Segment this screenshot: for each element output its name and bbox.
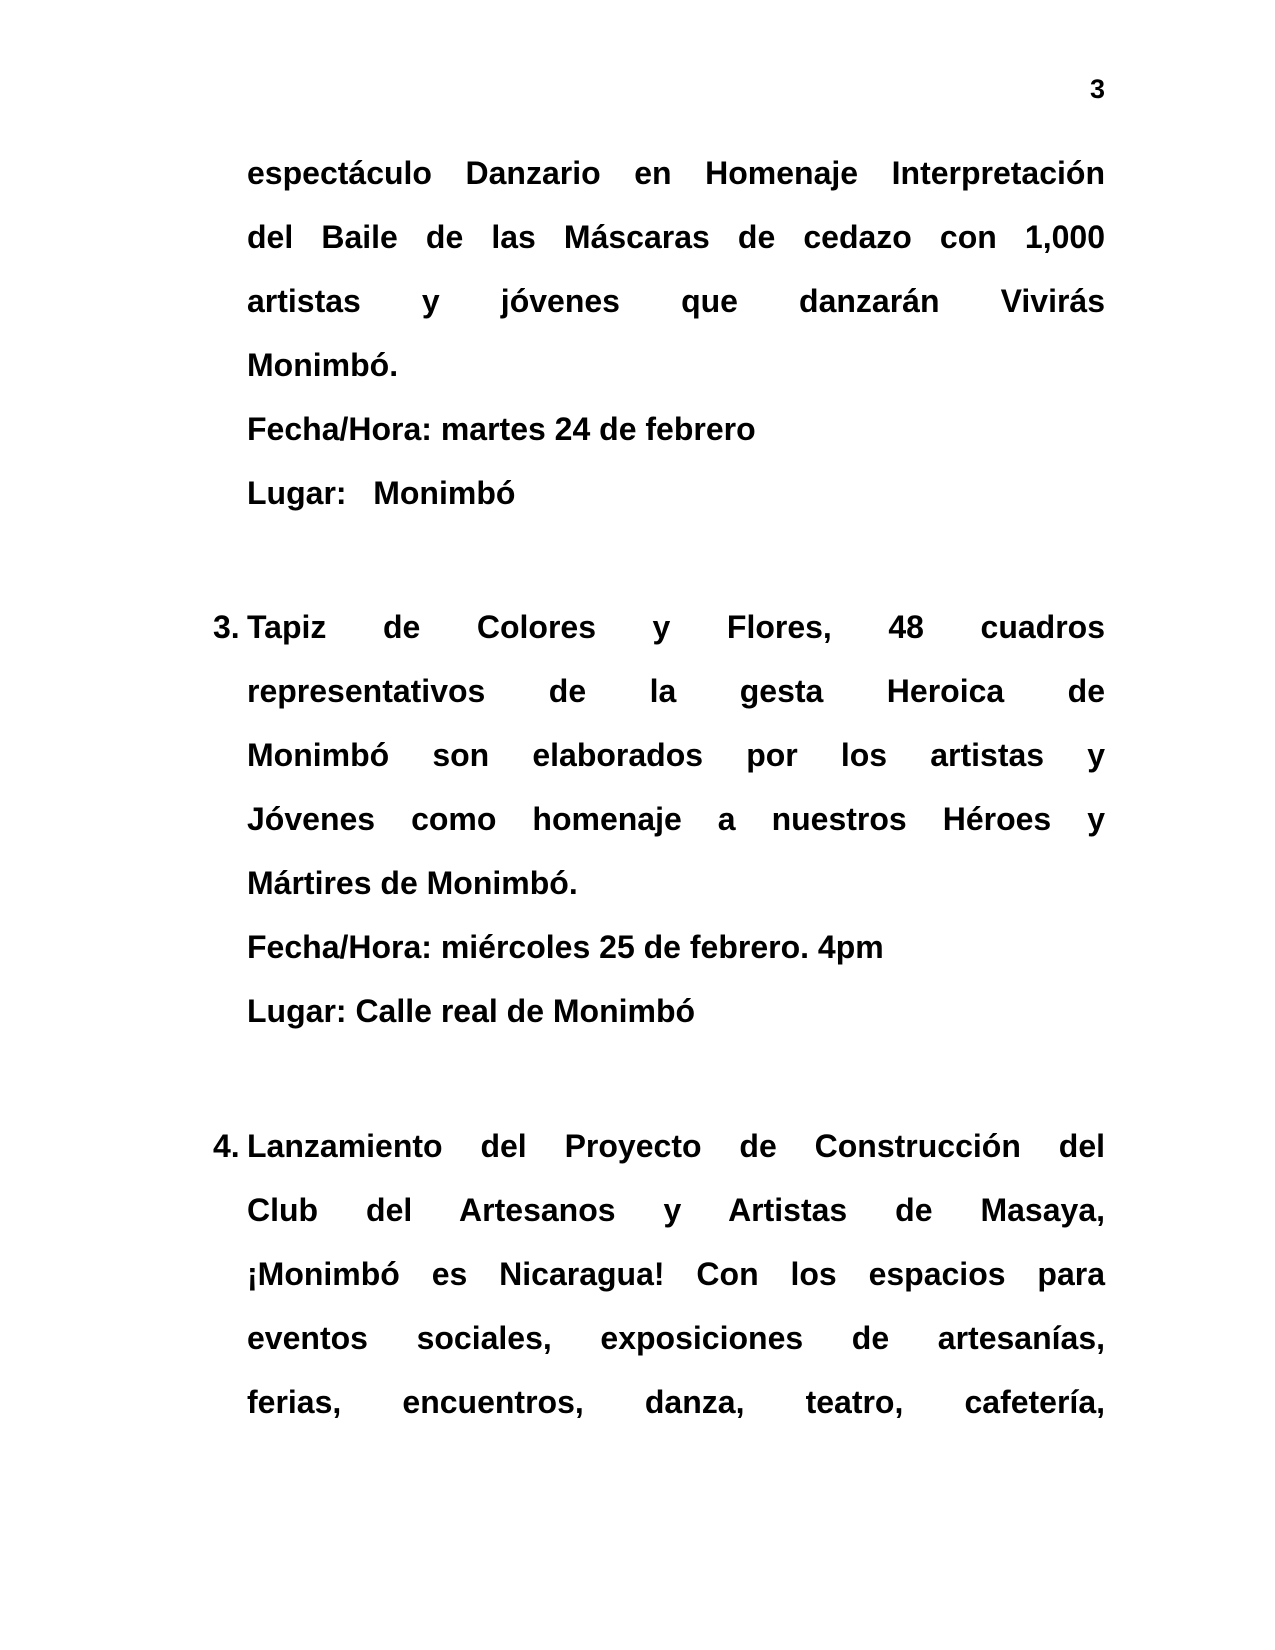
list-number: 4. — [213, 1128, 240, 1164]
event-date-line: Fecha/Hora: miércoles 25 de febrero. 4pm — [247, 929, 884, 965]
text-line: representativos de la gesta Heroica de — [247, 673, 1105, 709]
text-line: artistas y jóvenes que danzarán Vivirás — [247, 283, 1105, 319]
text-line: Mártires de Monimbó. — [247, 865, 578, 901]
text-line: del Baile de las Máscaras de cedazo con 1,000 — [247, 219, 1105, 255]
text-line: Jóvenes como homenaje a nuestros Héroes y — [247, 801, 1105, 837]
paragraph-item-4 — [213, 1114, 1105, 1434]
text-line: ¡Monimbó es Nicaragua! Con los espacios para — [247, 1256, 1105, 1292]
text-line: ferias, encuentros, danza, teatro, cafetería, — [247, 1384, 1105, 1420]
text-line: eventos sociales, exposiciones de artesanías, — [247, 1320, 1105, 1356]
paragraph-item-3 — [213, 595, 1105, 1043]
event-date-line: Fecha/Hora: martes 24 de febrero — [247, 411, 756, 447]
document-body — [213, 141, 1105, 1434]
list-number: 3. — [213, 609, 240, 645]
text-line: espectáculo Danzario en Homenaje Interpretación — [247, 155, 1105, 191]
page-number: 3 — [1089, 74, 1105, 104]
text-line: Monimbó son elaborados por los artistas y — [247, 737, 1105, 773]
text-line: Club del Artesanos y Artistas de Masaya, — [247, 1192, 1105, 1228]
text-line: Lanzamiento del Proyecto de Construcción del — [247, 1128, 1105, 1164]
event-place-line: Lugar: Calle real de Monimbó — [247, 993, 696, 1029]
paragraph-item-2-continuation — [247, 141, 1105, 525]
event-place-line: Lugar: Monimbó — [247, 475, 516, 511]
text-line: Monimbó. — [247, 347, 399, 383]
text-line: Tapiz de Colores y Flores, 48 cuadros — [247, 609, 1105, 645]
